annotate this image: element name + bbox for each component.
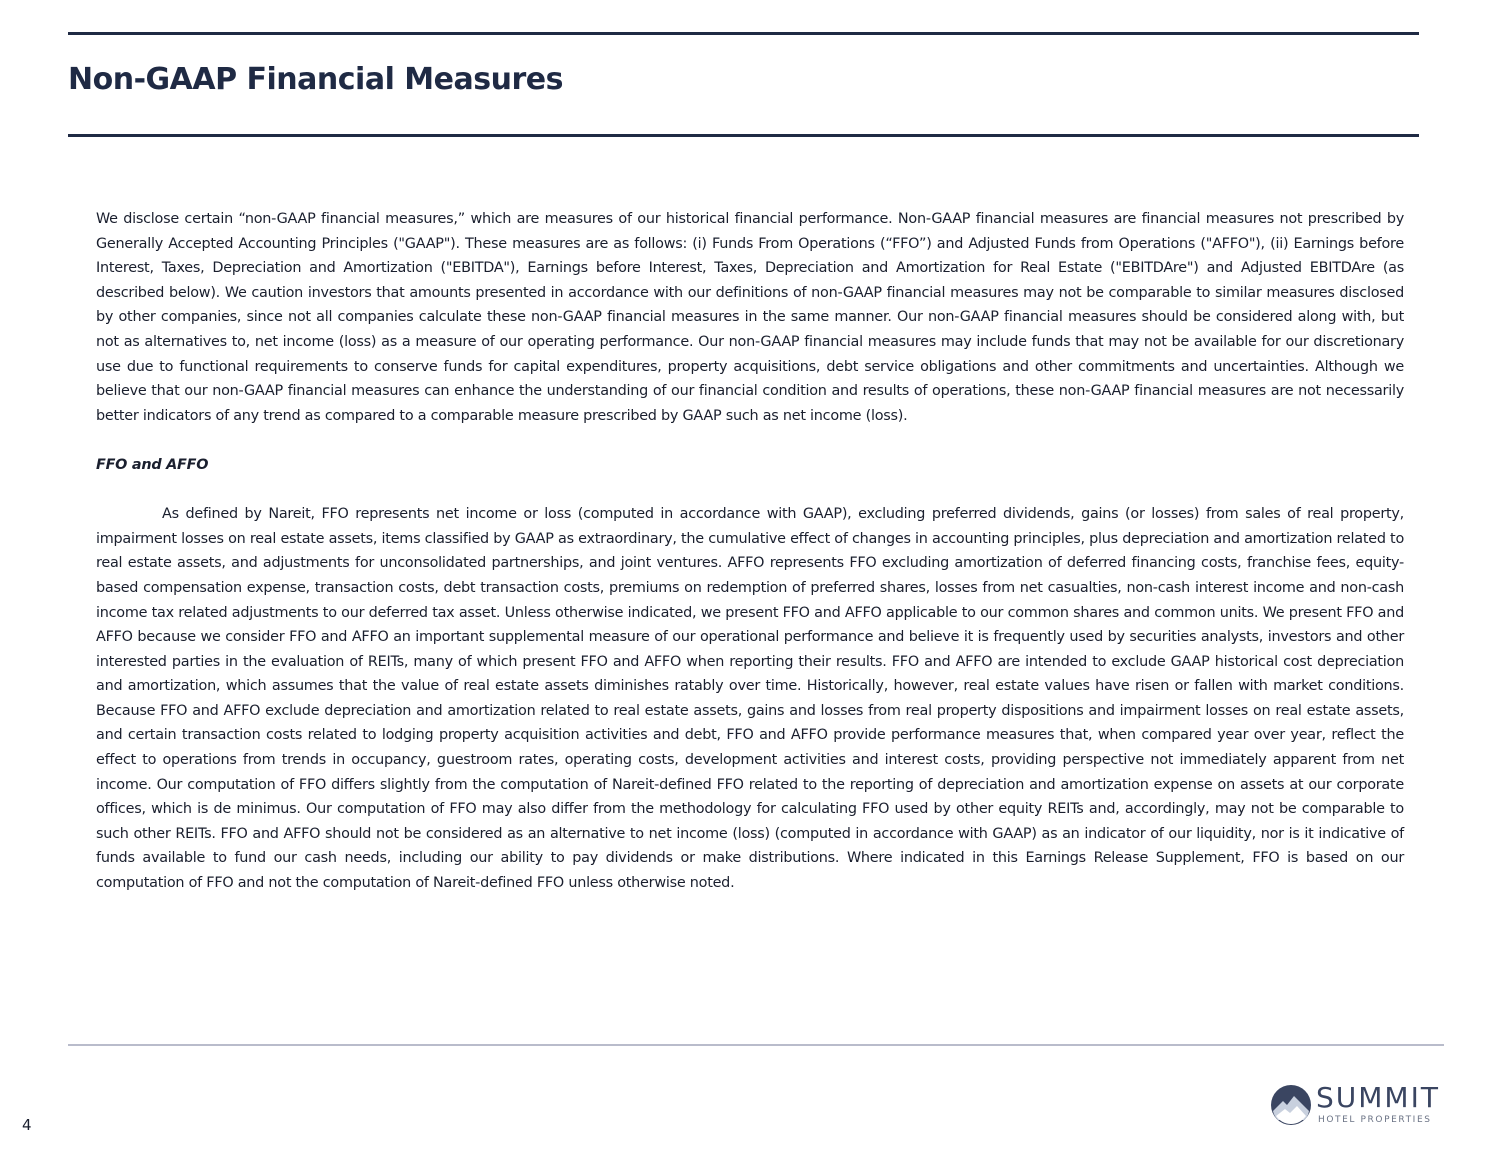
ffo-affo-paragraph: As defined by Nareit, FFO represents net income or loss (computed in accordance with GAAP), excluding preferred dividends, gains (or losses) from sales of real property, impairment losses on real estate assets, items classified by GAAP as extraordinary, the cumulative effect of changes in accounting principles, plus depreciation and amortization related to real estate assets, and adjustments for unconsolidated partnerships, and joint ventures. AFFO represents FFO excluding amortization of deferred financing costs, franchise fees, equity-based compensation expense, transaction costs, debt transaction costs, premiums on redemption of preferred shares, losses from net casualties, non-cash interest income and non-cash income tax related adjustments to our deferred tax asset. Unless otherwise indicated, we present FFO and AFFO applicable to our common shares and common units. We present FFO and AFFO because we consider FFO and AFFO an important supplemental measure of our operational performance and believe it is frequently used by securities analysts, investors and other interested parties in the evaluation of REITs, many of which present FFO and AFFO when reporting their results. FFO and AFFO are intended to exclude GAAP historical cost depreciation and amortization, which assumes that the value of real estate assets diminishes ratably over time. Historically, however, real estate values have risen or fallen with market conditions. Because FFO and AFFO exclude depreciation and amortization related to real estate assets, gains and losses from real property dispositions and impairment losses on real estate assets, and certain transaction costs related to lodging property acquisition activities and debt, FFO and AFFO provide performance measures that, when compared year over year, reflect the effect to operations from trends in occupancy, guestroom rates, operating costs, development activities and interest costs, providing perspective not immediately apparent from net income. Our computation of FFO differs slightly from the computation of Nareit-defined FFO related to the reporting of depreciation and amortization expense on assets at our corporate offices, which is de minimus. Our computation of FFO may also differ from the methodology for calculating FFO used by other equity REITs and, accordingly, may not be comparable to such other REITs. FFO and AFFO should not be considered as an alternative to net income (loss) (computed in accordance with GAAP) as an indicator of our liquidity, nor is it indicative of funds available to fund our cash needs, including our ability to pay dividends or make distributions. Where indicated in this Earnings Release Supplement, FFO is based on our computation of FFO and not the computation of Nareit-defined FFO unless otherwise noted.	[96, 506, 1404, 892]
section-heading-ffo-affo: FFO and AFFO	[96, 456, 209, 473]
title-divider	[68, 134, 1419, 137]
document-body	[96, 207, 1404, 896]
intro-paragraph: We disclose certain “non-GAAP financial measures,” which are measures of our historical financial performance. Non-GAAP financial measures are financial measures not prescribed by Generally Accepted Accounting Principles ("GAAP"). These measures are as follows: (i) Funds From Operations (“FFO”) and Adjusted Funds from Operations ("AFFO"), (ii) Earnings before Interest, Taxes, Depreciation and Amortization ("EBITDA"), Earnings before Interest, Taxes, Depreciation and Amortization for Real Estate ("EBITDAre") and Adjusted EBITDAre (as described below). We caution investors that amounts presented in accordance with our definitions of non-GAAP financial measures may not be comparable to similar measures disclosed by other companies, since not all companies calculate these non-GAAP financial measures in the same manner. Our non-GAAP financial measures should be considered along with, but not as alternatives to, net income (loss) as a measure of our operating performance. Our non-GAAP financial measures may include funds that may not be available for our discretionary use due to functional requirements to conserve funds for capital expenditures, property acquisitions, debt service obligations and other commitments and uncertainties. Although we believe that our non-GAAP financial measures can enhance the understanding of our financial condition and results of operations, these non-GAAP financial measures are not necessarily better indicators of any trend as compared to a comparable measure prescribed by GAAP such as net income (loss).	[96, 211, 1404, 424]
logo-tagline: HOTEL PROPERTIES	[1318, 1115, 1432, 1125]
footer-divider	[68, 1044, 1444, 1046]
page-number: 4	[22, 1116, 32, 1134]
top-divider	[68, 32, 1419, 35]
mountain-logo-icon	[1270, 1084, 1312, 1126]
page-title: Non-GAAP Financial Measures	[68, 62, 563, 97]
company-logo	[1270, 1080, 1462, 1130]
logo-wordmark: SUMMIT	[1316, 1081, 1440, 1114]
